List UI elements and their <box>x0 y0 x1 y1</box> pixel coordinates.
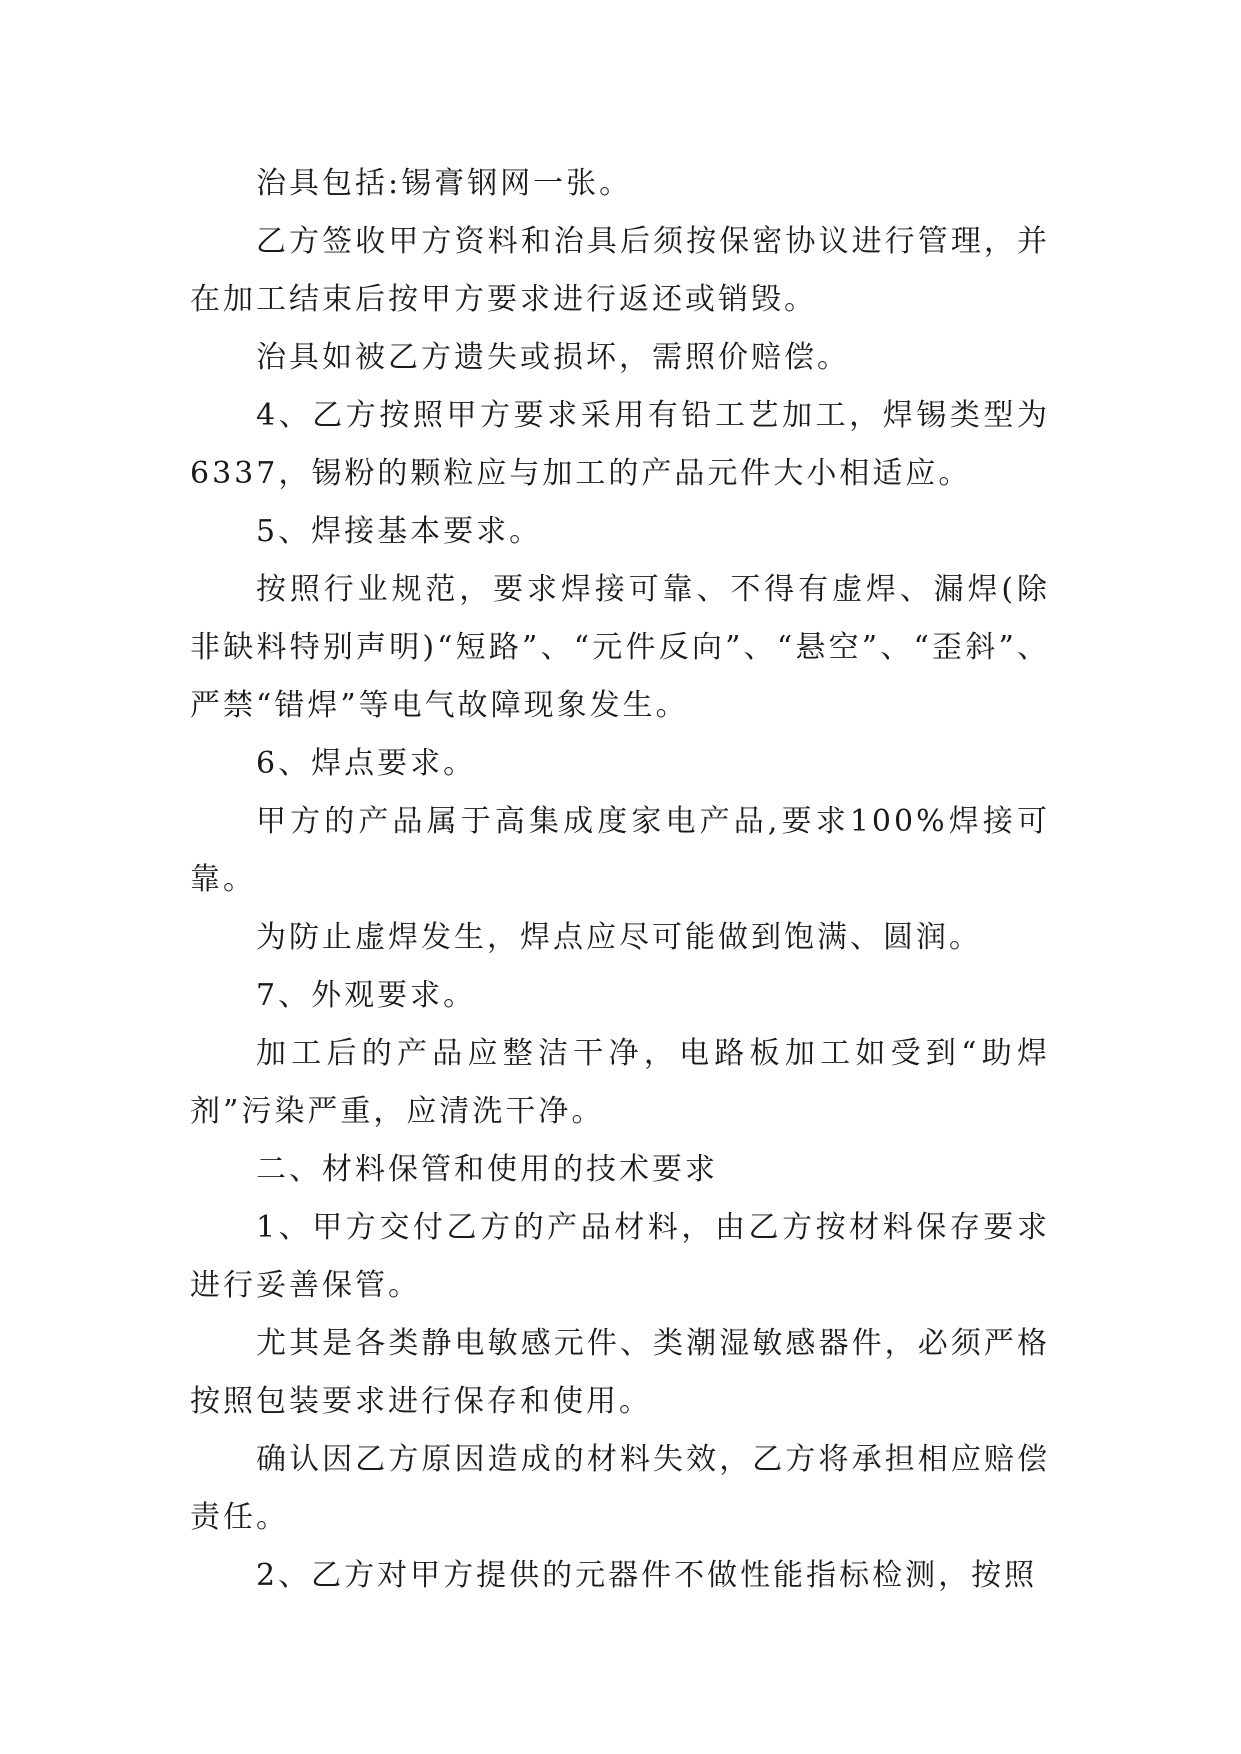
paragraph-material-item-1: 1、甲方交付乙方的产品材料，由乙方按材料保存要求进行妥善保管。 <box>190 1210 1050 1303</box>
paragraph-solder-quality: 为防止虚焊发生，焊点应尽可能做到饱满、圆润。 <box>256 920 982 955</box>
paragraph-welding-requirements: 按照行业规范，要求焊接可靠、不得有虚焊、漏焊(除非缺料特别声明)“短路”、“元件反向”、“悬空”、“歪斜”、严禁“错焊”等电气故障现象发生。 <box>190 572 1050 723</box>
paragraph-appearance: 加工后的产品应整洁干净，电路板加工如受到“助焊剂”污染严重，应清洗干净。 <box>190 1036 1050 1129</box>
paragraph-item-7-heading: 7、外观要求。 <box>256 978 477 1013</box>
section-heading-materials: 二、材料保管和使用的技术要求 <box>256 1152 718 1187</box>
paragraph-fixture-list: 治具包括:锡膏钢网一张。 <box>256 166 633 201</box>
paragraph-fixture-compensation: 治具如被乙方遗失或损坏，需照价赔偿。 <box>256 340 850 375</box>
document-body <box>190 155 1050 1605</box>
paragraph-fixture-management: 乙方签收甲方资料和治具后须按保密协议进行管理，并在加工结束后按甲方要求进行返还或销毁。 <box>190 224 1050 317</box>
paragraph-item-4: 4、乙方按照甲方要求采用有铅工艺加工，焊锡类型为6337，锡粉的颗粒应与加工的产品元件大小相适应。 <box>190 398 1050 491</box>
paragraph-material-item-2: 2、乙方对甲方提供的元器件不做性能指标检测，按照 <box>256 1558 1038 1593</box>
paragraph-item-6-heading: 6、焊点要求。 <box>256 746 477 781</box>
paragraph-solder-reliability: 甲方的产品属于高集成度家电产品,要求100%焊接可靠。 <box>190 804 1050 897</box>
paragraph-material-liability: 确认因乙方原因造成的材料失效，乙方将承担相应赔偿责任。 <box>190 1442 1050 1535</box>
paragraph-sensitive-components: 尤其是各类静电敏感元件、类潮湿敏感器件，必须严格按照包装要求进行保存和使用。 <box>190 1326 1050 1419</box>
paragraph-item-5-heading: 5、焊接基本要求。 <box>256 514 543 549</box>
